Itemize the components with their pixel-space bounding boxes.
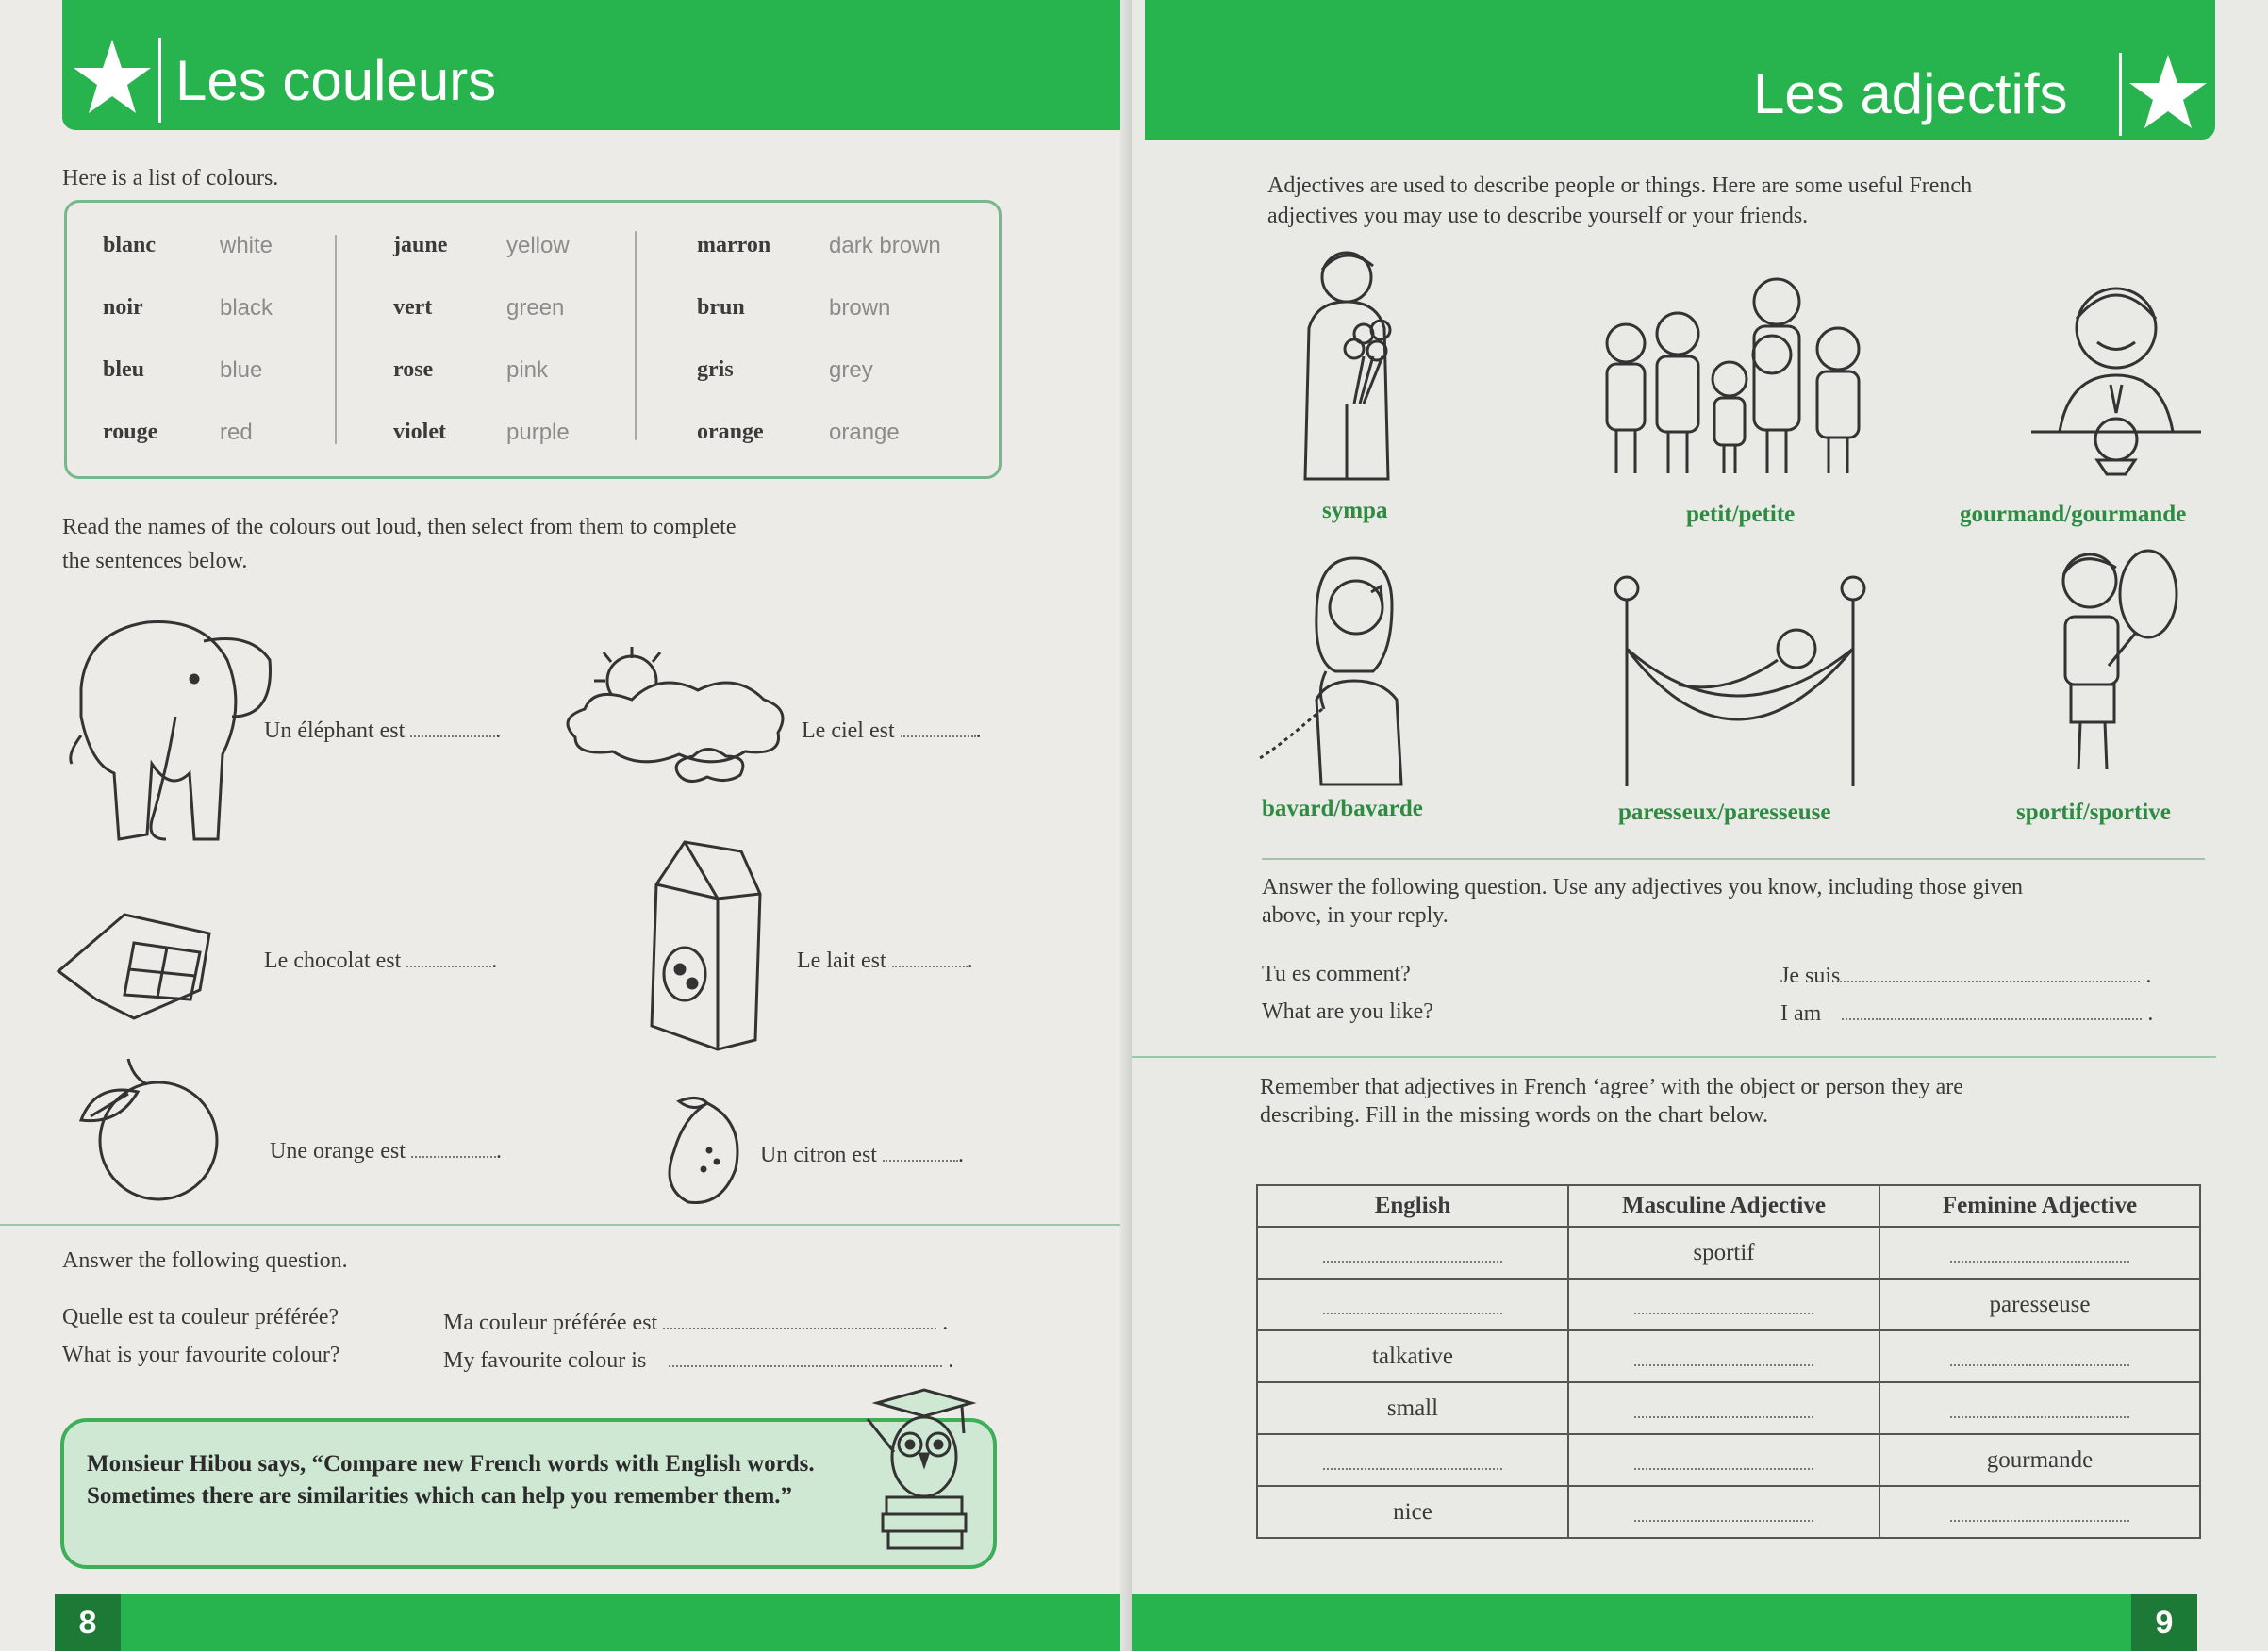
table-cell: small	[1257, 1382, 1568, 1434]
instruction-line-1: Read the names of the colours out loud, then select from them to complete	[62, 515, 737, 539]
page-title-right: Les adjectifs	[1753, 62, 2068, 125]
colour-french-word: jaune	[393, 233, 448, 257]
orange-fruit-icon	[72, 1054, 241, 1205]
table-blank-cell[interactable]	[1568, 1279, 1879, 1330]
colour-french-word: vert	[393, 295, 433, 320]
girl-in-hammock-icon	[1613, 573, 1867, 790]
question-french: Quelle est ta couleur préférée?	[62, 1305, 339, 1329]
colour-list-box	[64, 200, 1002, 479]
colour-english-word: brown	[829, 295, 891, 321]
boy-with-racket-icon	[2043, 543, 2184, 779]
fill-in-blank[interactable]	[1950, 1340, 2129, 1366]
table-blank-cell[interactable]	[1568, 1330, 1879, 1382]
table-row	[1257, 1330, 2200, 1382]
left-page	[0, 0, 1132, 1651]
colour-english-word: purple	[506, 420, 570, 445]
table-cell: gourmande	[1879, 1434, 2200, 1486]
lemon-icon	[660, 1094, 745, 1207]
fill-in-blank[interactable]	[1323, 1444, 1502, 1470]
colour-english-word: blue	[220, 357, 263, 383]
table-row	[1257, 1382, 2200, 1434]
colour-french-word: noir	[103, 295, 143, 320]
adjective-label-sympa: sympa	[1322, 498, 1388, 523]
section-divider	[0, 1224, 1124, 1226]
adjective-label-bavard: bavard/bavarde	[1262, 796, 1423, 821]
question-intro: Answer the following question.	[62, 1248, 348, 1273]
question-english: What is your favourite colour?	[62, 1343, 340, 1367]
question-french-right: Tu es comment?	[1262, 962, 1411, 986]
colour-english-word: orange	[829, 420, 900, 445]
table-blank-cell[interactable]	[1257, 1227, 1568, 1279]
title-banner-right	[1145, 0, 2215, 140]
sentence-milk: Le lait est .	[797, 949, 973, 973]
title-banner	[62, 0, 1124, 130]
footer-bar-right	[1132, 1594, 2197, 1651]
colour-english-word: grey	[829, 357, 873, 383]
milk-carton-icon	[647, 837, 770, 1049]
fill-in-blank[interactable]	[1634, 1444, 1813, 1470]
adjective-label-petit: petit/petite	[1686, 502, 1796, 527]
page-number-right: 9	[2131, 1594, 2197, 1651]
star-icon	[70, 28, 155, 123]
fill-in-blank[interactable]	[1634, 1340, 1813, 1366]
header-masculine: Masculine Adjective	[1568, 1185, 1879, 1227]
sentence-chocolate: Le chocolat est .	[264, 949, 498, 973]
table-blank-cell[interactable]	[1568, 1434, 1879, 1486]
divider-1	[1262, 858, 2205, 860]
right-page	[1132, 0, 2268, 1651]
table-blank-cell[interactable]	[1879, 1330, 2200, 1382]
table-cell: talkative	[1257, 1330, 1568, 1382]
fill-in-blank[interactable]	[1323, 1288, 1502, 1314]
fill-in-blank[interactable]	[1950, 1495, 2129, 1522]
sentence-orange: Une orange est .	[270, 1139, 502, 1164]
table-header-row	[1257, 1185, 2200, 1227]
sentence-lemon: Un citron est .	[760, 1143, 964, 1167]
colour-english-word: pink	[506, 357, 549, 383]
adjective-label-paresseux: paresseux/paresseuse	[1618, 800, 1831, 825]
table-blank-cell[interactable]	[1257, 1434, 1568, 1486]
footer-bar	[55, 1594, 1132, 1651]
boy-with-flowers-icon	[1298, 243, 1411, 485]
colour-french-word: blanc	[103, 233, 157, 257]
tip-text: Monsieur Hibou says, “Compare new French words with English words. Sometimes there are similarities which can help you remember them.”	[87, 1451, 815, 1509]
children-group-icon	[1588, 266, 1880, 483]
table-blank-cell[interactable]	[1257, 1279, 1568, 1330]
table-row	[1257, 1486, 2200, 1538]
fill-in-blank[interactable]	[1634, 1495, 1813, 1522]
table-blank-cell[interactable]	[1879, 1486, 2200, 1538]
header-feminine: Feminine Adjective	[1879, 1185, 2200, 1227]
instruction-line-2: the sentences below.	[62, 549, 248, 573]
colour-english-word: dark brown	[829, 233, 941, 258]
colour-french-word: gris	[697, 357, 734, 382]
colour-french-word: violet	[393, 420, 446, 444]
sentence-elephant: Un éléphant est .	[264, 718, 502, 743]
colour-english-word: white	[220, 233, 273, 258]
table-row	[1257, 1279, 2200, 1330]
elephant-icon	[62, 603, 279, 853]
owl-icon	[858, 1386, 981, 1565]
answer-english[interactable]: My favourite colour is .	[443, 1348, 954, 1373]
colour-french-word: rouge	[103, 420, 158, 444]
adjective-intro-2: adjectives you may use to describe yourself or your friends.	[1267, 204, 1809, 228]
table-blank-cell[interactable]	[1879, 1227, 2200, 1279]
colour-english-word: yellow	[506, 233, 570, 258]
header-english: English	[1257, 1185, 1568, 1227]
table-blank-cell[interactable]	[1879, 1382, 2200, 1434]
colour-french-word: orange	[697, 420, 764, 444]
question-line-1: Answer the following question. Use any adjectives you know, including those given	[1262, 875, 2023, 900]
table-cell: sportif	[1568, 1227, 1879, 1279]
fill-in-blank[interactable]	[1634, 1288, 1813, 1314]
question-line-2: above, in your reply.	[1262, 903, 1449, 928]
chart-intro-2: describing. Fill in the missing words on the chart below.	[1260, 1103, 1769, 1128]
fill-in-blank[interactable]	[1323, 1236, 1502, 1263]
page-number: 8	[55, 1594, 121, 1651]
colour-english-word: black	[220, 295, 273, 321]
colour-french-word: bleu	[103, 357, 145, 382]
adjective-label-sportif: sportif/sportive	[2016, 800, 2171, 825]
table-cell: paresseuse	[1879, 1279, 2200, 1330]
table-row	[1257, 1434, 2200, 1486]
chocolate-icon	[58, 905, 219, 1028]
adjective-label-gourmand: gourmand/gourmande	[1960, 502, 2187, 527]
table-row	[1257, 1227, 2200, 1279]
colour-french-word: marron	[697, 233, 771, 257]
chart-intro-1: Remember that adjectives in French ‘agree’ with the object or person they are	[1260, 1075, 1963, 1099]
girl-on-phone-icon	[1260, 549, 1430, 790]
table-blank-cell[interactable]	[1568, 1486, 1879, 1538]
colour-french-word: rose	[393, 357, 434, 382]
star-icon-right	[2126, 43, 2210, 138]
adjective-intro-1: Adjectives are used to describe people or things. Here are some useful French	[1267, 173, 1973, 198]
colour-list-intro: Here is a list of colours.	[62, 166, 279, 190]
fill-in-blank[interactable]	[1950, 1392, 2129, 1418]
sentence-sky: Le ciel est .	[802, 718, 982, 743]
question-english-right: What are you like?	[1262, 999, 1433, 1024]
boy-with-dessert-icon	[2031, 272, 2201, 485]
answer-french-right[interactable]: Je suis .	[1780, 964, 2152, 988]
divider-2	[1132, 1056, 2216, 1058]
table-cell: nice	[1257, 1486, 1568, 1538]
colour-english-word: red	[220, 420, 253, 445]
fill-in-blank[interactable]	[1634, 1392, 1813, 1418]
answer-english-right[interactable]: I am .	[1780, 1001, 2154, 1026]
colour-english-word: green	[506, 295, 565, 321]
tip-box	[60, 1418, 997, 1569]
fill-in-blank[interactable]	[1950, 1236, 2129, 1263]
table-blank-cell[interactable]	[1568, 1382, 1879, 1434]
page-title: Les couleurs	[175, 49, 497, 112]
colour-french-word: brun	[697, 295, 745, 320]
adjective-agreement-table	[1256, 1184, 2201, 1539]
clouds-icon	[556, 634, 792, 784]
answer-french[interactable]: Ma couleur préférée est .	[443, 1311, 949, 1335]
